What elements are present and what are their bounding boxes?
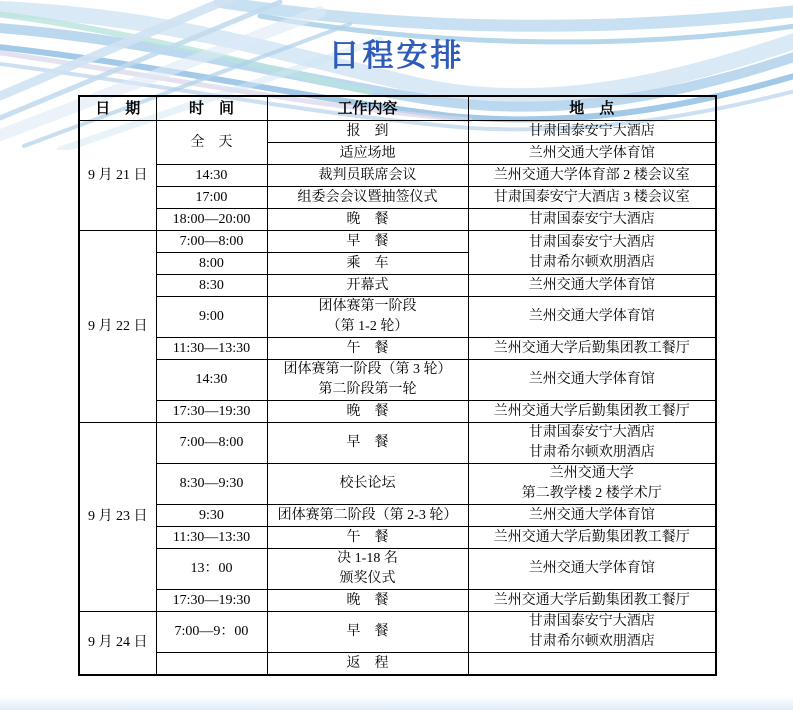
time-cell: 7:00—9：00 (156, 612, 267, 653)
time-cell: 13：00 (156, 549, 267, 590)
location-cell: 兰州交通大学体育部 2 楼会议室 (468, 165, 716, 187)
location-cell: 甘肃国泰安宁大酒店 甘肃希尔顿欢朋酒店 (468, 612, 716, 653)
content-cell: 晚 餐 (267, 401, 468, 423)
time-cell: 17:30—19:30 (156, 401, 267, 423)
time-cell: 8:00 (156, 253, 267, 275)
time-cell: 14:30 (156, 360, 267, 401)
table-row (79, 401, 716, 423)
location-cell: 兰州交通大学体育馆 (468, 360, 716, 401)
time-cell: 8:30—9:30 (156, 464, 267, 505)
content-cell: 裁判员联席会议 (267, 165, 468, 187)
time-cell: 7:00—8:00 (156, 423, 267, 464)
table-row (79, 297, 716, 338)
table-row (79, 590, 716, 612)
date-cell: 9 月 23 日 (79, 423, 156, 612)
table-row (79, 505, 716, 527)
table-row (79, 360, 716, 401)
header-cell-date: 日 期 (79, 96, 156, 121)
table-row (79, 338, 716, 360)
location-cell: 甘肃国泰安宁大酒店 甘肃希尔顿欢朋酒店 (468, 231, 716, 275)
time-cell: 全 天 (156, 121, 267, 165)
table-row (79, 121, 716, 143)
location-cell: 兰州交通大学体育馆 (468, 143, 716, 165)
content-cell: 校长论坛 (267, 464, 468, 505)
table-row (79, 231, 716, 253)
location-cell: 甘肃国泰安宁大酒店 (468, 121, 716, 143)
content-cell: 团体赛第一阶段 （第 1-2 轮） (267, 297, 468, 338)
bottom-fade-decoration (0, 696, 793, 710)
content-cell: 决 1-18 名 颁奖仪式 (267, 549, 468, 590)
time-cell: 9:30 (156, 505, 267, 527)
header-cell-location: 地 点 (468, 96, 716, 121)
time-cell: 17:00 (156, 187, 267, 209)
location-cell: 兰州交通大学后勤集团教工餐厅 (468, 590, 716, 612)
time-cell: 11:30—13:30 (156, 527, 267, 549)
date-cell: 9 月 22 日 (79, 231, 156, 423)
page-title: 日程安排 (328, 38, 465, 73)
content-cell: 开幕式 (267, 275, 468, 297)
table-row (79, 423, 716, 464)
location-cell: 甘肃国泰安宁大酒店 甘肃希尔顿欢朋酒店 (468, 423, 716, 464)
location-cell: 兰州交通大学体育馆 (468, 297, 716, 338)
table-row (79, 275, 716, 297)
schedule-table (78, 95, 717, 676)
content-cell: 团体赛第二阶段（第 2-3 轮） (267, 505, 468, 527)
content-cell: 适应场地 (267, 143, 468, 165)
location-cell: 兰州交通大学体育馆 (468, 549, 716, 590)
location-cell: 甘肃国泰安宁大酒店 3 楼会议室 (468, 187, 716, 209)
time-cell: 7:00—8:00 (156, 231, 267, 253)
location-cell (468, 653, 716, 676)
location-cell: 兰州交通大学体育馆 (468, 505, 716, 527)
time-cell (156, 653, 267, 676)
time-cell: 9:00 (156, 297, 267, 338)
content-cell: 报 到 (267, 121, 468, 143)
time-cell: 11:30—13:30 (156, 338, 267, 360)
date-cell: 9 月 21 日 (79, 121, 156, 231)
location-cell: 兰州交通大学体育馆 (468, 275, 716, 297)
table-header-row (79, 96, 716, 121)
header-cell-content: 工作内容 (267, 96, 468, 121)
header-cell-time: 时 间 (156, 96, 267, 121)
location-cell: 兰州交通大学后勤集团教工餐厅 (468, 527, 716, 549)
table-row (79, 165, 716, 187)
time-cell: 18:00—20:00 (156, 209, 267, 231)
content-cell: 乘 车 (267, 253, 468, 275)
date-cell: 9 月 24 日 (79, 612, 156, 676)
content-cell: 晚 餐 (267, 209, 468, 231)
content-cell: 早 餐 (267, 423, 468, 464)
content-cell: 早 餐 (267, 231, 468, 253)
table-row (79, 612, 716, 653)
content-cell: 返 程 (267, 653, 468, 676)
schedule-table-body (79, 121, 716, 676)
table-row (79, 527, 716, 549)
location-cell: 兰州交通大学后勤集团教工餐厅 (468, 401, 716, 423)
time-cell: 8:30 (156, 275, 267, 297)
content-cell: 午 餐 (267, 527, 468, 549)
content-cell: 早 餐 (267, 612, 468, 653)
table-row (79, 464, 716, 505)
location-cell: 甘肃国泰安宁大酒店 (468, 209, 716, 231)
time-cell: 17:30—19:30 (156, 590, 267, 612)
location-cell: 兰州交通大学 第二教学楼 2 楼学术厅 (468, 464, 716, 505)
content-cell: 团体赛第一阶段（第 3 轮） 第二阶段第一轮 (267, 360, 468, 401)
location-cell: 兰州交通大学后勤集团教工餐厅 (468, 338, 716, 360)
time-cell: 14:30 (156, 165, 267, 187)
table-row (79, 549, 716, 590)
content-cell: 午 餐 (267, 338, 468, 360)
content-cell: 组委会会议暨抽签仪式 (267, 187, 468, 209)
table-row (79, 653, 716, 676)
table-row (79, 187, 716, 209)
table-row (79, 209, 716, 231)
content-cell: 晚 餐 (267, 590, 468, 612)
